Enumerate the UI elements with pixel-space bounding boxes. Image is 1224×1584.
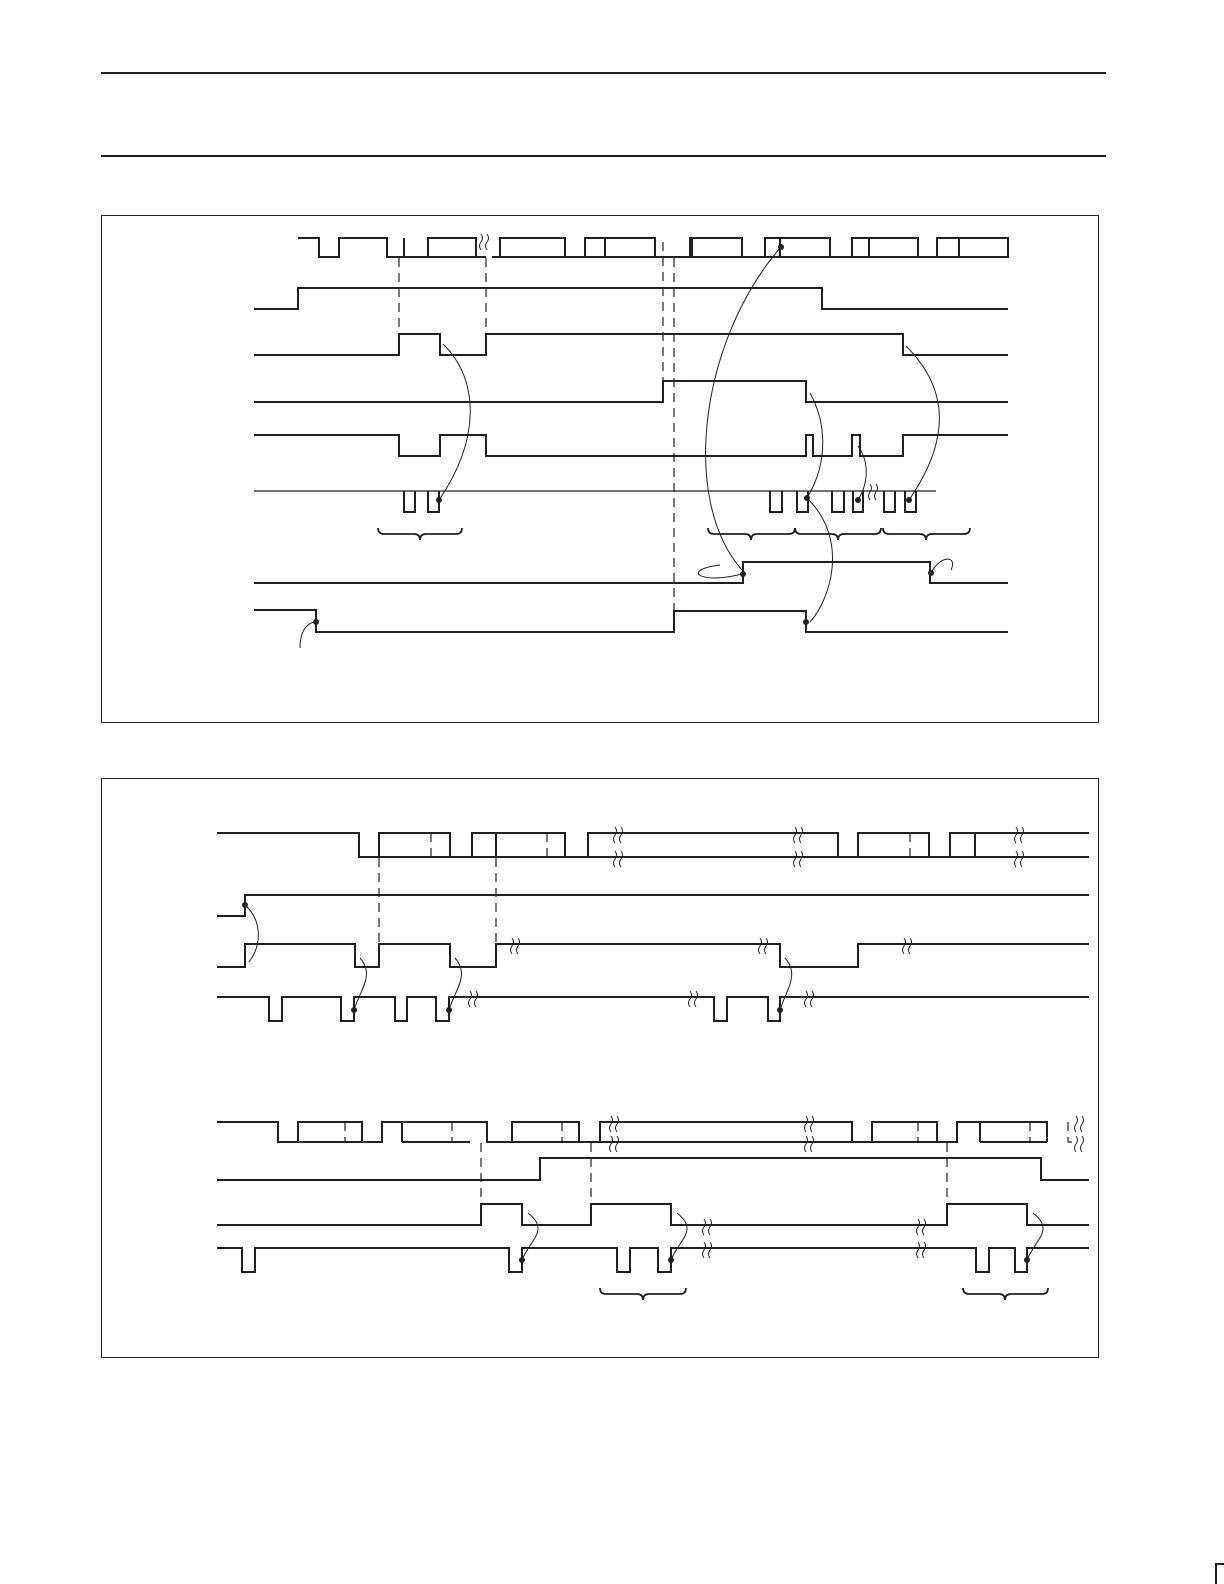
arrow-origin-dot <box>446 1007 452 1013</box>
brace-icon <box>600 1288 686 1300</box>
curved-arrow-icon <box>1027 1213 1043 1260</box>
top-signal-7 <box>254 562 1008 583</box>
page-corner-mark <box>1214 1562 1224 1584</box>
top-diagram <box>254 234 1008 648</box>
brace-icon <box>883 528 970 540</box>
curved-arrow-icon <box>706 247 781 570</box>
bottom-signal-7 <box>217 1204 1089 1225</box>
curved-arrow-icon <box>807 393 823 498</box>
arrow-origin-dot <box>519 1257 525 1263</box>
top-signal-6-pulses <box>404 491 916 512</box>
arrow-origin-dot <box>242 902 248 908</box>
arrow-origin-dot <box>313 619 319 625</box>
top-signal-1-after-break <box>492 238 1008 257</box>
brace-icon <box>795 528 881 540</box>
arrow-origin-dot <box>436 497 442 503</box>
arrow-origin-dot <box>778 244 784 250</box>
bottom-diagram <box>217 827 1089 1300</box>
brace-icon <box>963 1288 1048 1300</box>
arrow-origin-dot <box>855 497 861 503</box>
arrow-origin-dot <box>351 1007 357 1013</box>
top-signal-8 <box>254 610 1008 632</box>
arrow-origin-dot <box>803 619 809 625</box>
bottom-signal-3 <box>217 944 1089 967</box>
arrow-origin-dot <box>668 1257 674 1263</box>
curved-arrow-icon <box>698 565 742 578</box>
curved-arrow-icon <box>245 905 258 962</box>
bottom-signal-6 <box>217 1158 1089 1180</box>
curved-arrow-icon <box>780 958 792 1010</box>
arrow-origin-dot <box>1024 1257 1030 1263</box>
break-mark-icon <box>480 234 489 250</box>
top-signal-1-high <box>339 238 486 257</box>
top-signal-2 <box>254 288 1008 309</box>
top-signal-4 <box>254 381 1008 402</box>
bottom-signal-5 <box>217 1122 1047 1142</box>
top-signal-5 <box>254 435 1008 456</box>
arrow-origin-dot <box>740 571 746 577</box>
top-signal-1-low <box>298 238 404 257</box>
curved-arrow-icon <box>931 559 953 573</box>
curved-arrow-icon <box>906 346 939 500</box>
curved-arrow-icon <box>671 1213 687 1260</box>
arrow-origin-dot <box>906 497 912 503</box>
bottom-signal-4 <box>217 997 1089 1021</box>
brace-icon <box>378 528 462 540</box>
arrow-origin-dot <box>777 1007 783 1013</box>
curved-arrow-icon <box>439 344 470 500</box>
curved-arrow-icon <box>807 498 833 622</box>
bottom-signal-1 <box>217 833 1089 857</box>
break-mark-icon <box>869 484 878 500</box>
arrow-origin-dot <box>928 570 934 576</box>
top-signal-1-cells <box>319 238 959 257</box>
top-signal-3 <box>254 334 1008 355</box>
brace-icon <box>708 528 795 540</box>
bottom-field-divider <box>345 1122 1077 1142</box>
bottom-signal-2 <box>217 895 1089 916</box>
curved-arrow-icon <box>522 1213 538 1260</box>
bottom-signal-8 <box>217 1248 1089 1272</box>
curved-arrow-icon <box>300 622 314 648</box>
